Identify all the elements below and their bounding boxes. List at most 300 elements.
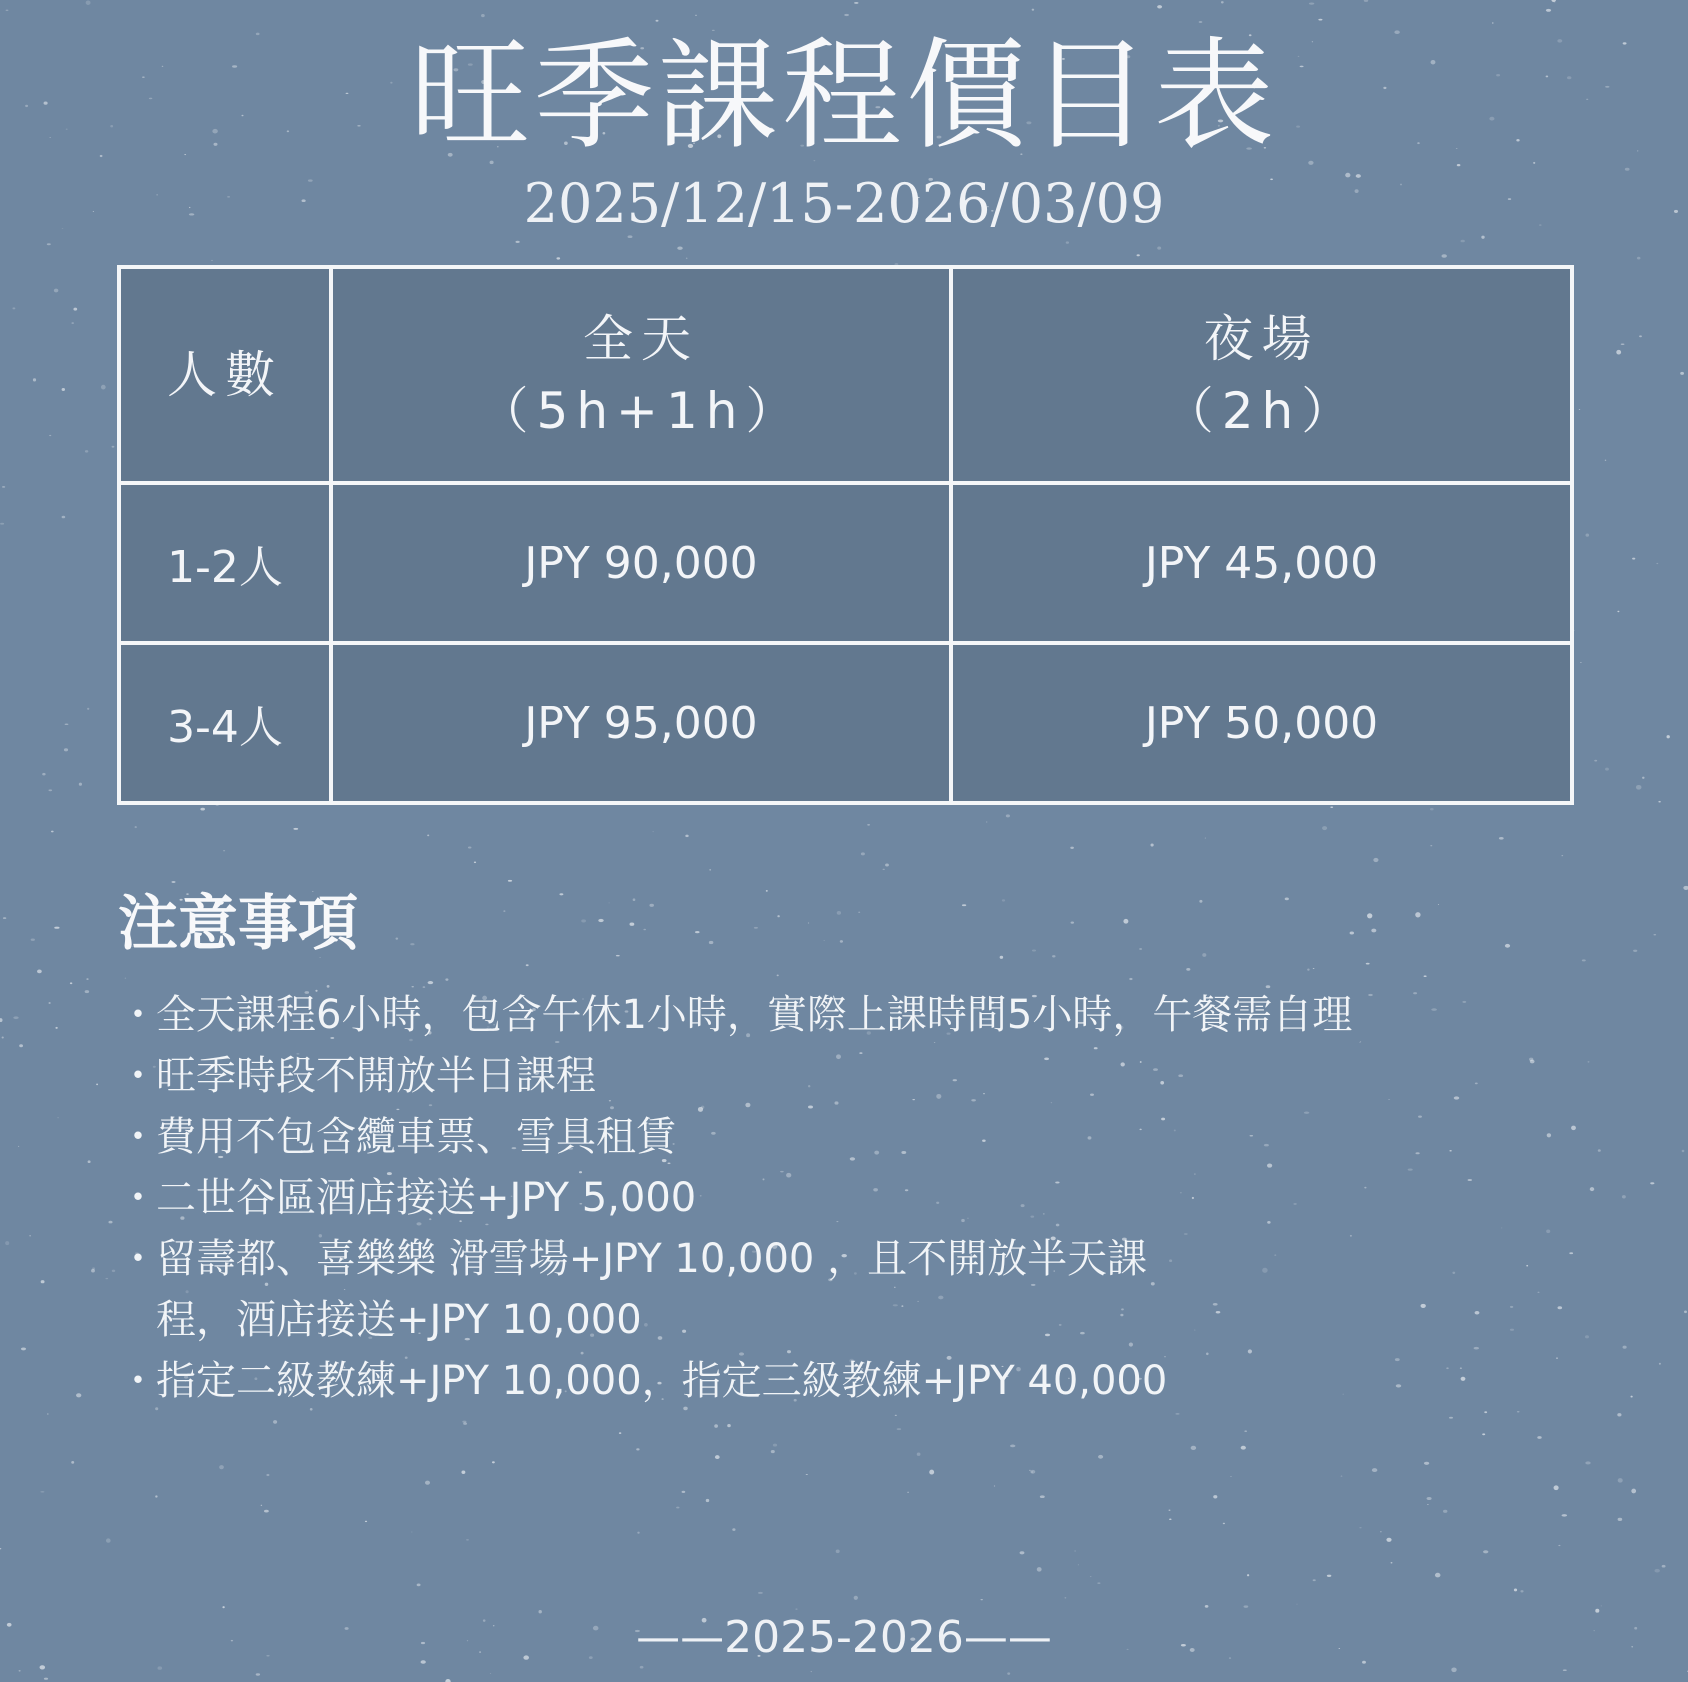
speckle [858, 912, 860, 913]
speckle [1621, 343, 1625, 344]
speckle [86, 979, 88, 980]
speckle [811, 1671, 813, 1672]
speckle [1481, 236, 1484, 239]
header-full-day-label: 全天 [583, 310, 699, 368]
speckle [1551, 0, 1555, 2]
speckle [1322, 826, 1327, 830]
speckle [715, 1455, 720, 1459]
speckle [101, 385, 106, 390]
speckle [1617, 1413, 1621, 1416]
speckle [1618, 1478, 1623, 1483]
bullet-icon: ・ [118, 1175, 158, 1221]
table-header-row [119, 267, 1572, 483]
speckle [1070, 847, 1074, 849]
speckle [1580, 662, 1582, 663]
speckle [71, 1461, 74, 1464]
speckle [1633, 950, 1637, 952]
speckle [1372, 1468, 1377, 1472]
price-table [117, 265, 1574, 805]
speckle [806, 1474, 808, 1475]
speckle [47, 243, 51, 245]
bullet-icon: ・ [118, 992, 158, 1038]
speckle [1449, 1417, 1453, 1419]
speckle [1625, 168, 1630, 171]
speckle [1090, 1576, 1092, 1577]
speckle [1594, 760, 1597, 762]
speckle [85, 990, 89, 993]
speckle [1364, 0, 1368, 2]
cell-full-day-price: JPY 90,000 [331, 483, 951, 643]
speckle [962, 904, 966, 906]
speckle [503, 910, 505, 912]
note-text: 二世谷區酒店接送+JPY 5,000 [156, 1175, 697, 1221]
speckle [256, 1673, 260, 1675]
speckle [135, 826, 137, 828]
speckle [1533, 162, 1535, 164]
speckle [1191, 1446, 1197, 1450]
speckle [619, 1432, 622, 1434]
speckle [1579, 409, 1580, 410]
speckle [1662, 1565, 1666, 1568]
speckle [106, 1538, 111, 1542]
page-title: 旺季課程價目表 [410, 27, 1278, 166]
cell-full-day-price: JPY 95,000 [331, 643, 951, 803]
speckle [1499, 837, 1504, 840]
speckle [837, 911, 841, 915]
speckle [526, 964, 529, 966]
speckle [1205, 838, 1206, 839]
speckle [293, 828, 298, 830]
speckle [1659, 1363, 1661, 1365]
speckle [2, 1037, 4, 1039]
speckle [1000, 956, 1003, 959]
speckle [1318, 19, 1322, 21]
speckle [758, 1592, 763, 1594]
speckle [1639, 335, 1642, 337]
speckle [1129, 978, 1132, 980]
speckle [608, 902, 609, 903]
cell-people: 1-2人 [119, 483, 331, 643]
speckle [1241, 1446, 1246, 1450]
speckle [907, 1492, 909, 1493]
speckle [1371, 929, 1376, 933]
speckle [771, 1450, 775, 1453]
speckle [1460, 240, 1464, 243]
speckle [1427, 1504, 1429, 1505]
speckle [727, 1424, 731, 1427]
speckle [55, 1027, 57, 1029]
speckle [1655, 1569, 1660, 1573]
speckle [1157, 247, 1161, 250]
speckle [427, 835, 429, 837]
speckle [1682, 1150, 1685, 1152]
speckle [461, 1470, 465, 1473]
speckle [1585, 1335, 1589, 1338]
table-row [119, 483, 1572, 643]
speckle [754, 927, 758, 929]
speckle [37, 970, 42, 974]
speckle [19, 1044, 23, 1047]
speckle [91, 1269, 95, 1273]
speckle [709, 869, 711, 870]
speckle [1307, 969, 1309, 971]
speckle [1514, 1588, 1517, 1591]
speckle [71, 322, 74, 323]
speckle [636, 1448, 639, 1450]
speckle [1074, 1550, 1075, 1551]
speckle [732, 1528, 735, 1531]
speckle [1415, 912, 1420, 917]
speckle [1438, 904, 1439, 905]
speckle [1186, 968, 1190, 971]
speckle [41, 1280, 45, 1283]
note-text: 全天課程6小時，包含午休1小時，實際上課時間5小時，午餐需自理 [156, 992, 1353, 1038]
speckle [559, 893, 563, 895]
speckle [695, 15, 696, 16]
speckle [1157, 5, 1162, 8]
speckle [640, 1666, 644, 1669]
speckle [929, 1470, 934, 1475]
footer-years: ——2025-2026—— [636, 1612, 1052, 1663]
speckle [273, 1420, 277, 1424]
speckle [516, 241, 520, 243]
speckle [1380, 1531, 1381, 1532]
speckle [1123, 919, 1128, 924]
speckle [1622, 1195, 1626, 1198]
speckle [630, 923, 635, 926]
speckle [1590, 1187, 1594, 1191]
speckle [1562, 1514, 1568, 1517]
speckle [13, 1016, 18, 1019]
header-night-label: 夜場 [1203, 310, 1320, 368]
speckle [1435, 1573, 1441, 1578]
speckle [1505, 944, 1510, 948]
speckle [468, 846, 472, 848]
speckle [1037, 1567, 1042, 1572]
speckle [1285, 898, 1289, 901]
speckle [1247, 1574, 1249, 1576]
speckle [598, 919, 603, 922]
speckle [917, 1452, 921, 1455]
date-range: 2025/12/15-2026/03/09 [523, 172, 1165, 235]
speckle [882, 869, 884, 870]
speckle [33, 378, 36, 381]
notes-list [118, 985, 1558, 1412]
speckle [808, 923, 809, 924]
notes-title: 注意事項 [118, 889, 358, 959]
speckle [1588, 1061, 1590, 1062]
speckle [1585, 1461, 1590, 1464]
speckle [1683, 886, 1688, 890]
speckle [1032, 9, 1035, 11]
speckle [1213, 1495, 1217, 1498]
speckle [556, 257, 560, 259]
speckle [1098, 1455, 1103, 1459]
speckle [1616, 350, 1621, 355]
speckle [1330, 807, 1333, 808]
speckle [616, 955, 620, 957]
cell-night-price: JPY 45,000 [951, 483, 1572, 643]
speckle [1097, 1582, 1100, 1583]
speckle [1327, 1575, 1331, 1577]
speckle [76, 1393, 81, 1397]
speckle [396, 937, 399, 939]
speckle [1492, 22, 1493, 23]
note-text: 留壽都、喜樂樂 滑雪場+JPY 10,000 ，且不開放半天課程，酒店接送+JPY 10,000 [156, 1236, 1148, 1343]
note-text: 費用不包含纜車票、雪具租賃 [156, 1114, 676, 1160]
speckle [1006, 814, 1010, 817]
speckle [1032, 949, 1036, 951]
speckle [1137, 254, 1140, 256]
note-text: 旺季時段不開放半日課程 [156, 1053, 596, 1099]
speckle [155, 1495, 157, 1497]
speckle [47, 1414, 49, 1415]
speckle [1656, 563, 1658, 564]
list-item [118, 1229, 1558, 1351]
speckle [706, 1499, 709, 1502]
speckle [1443, 1510, 1447, 1513]
speckle [840, 940, 843, 943]
speckle [1199, 21, 1203, 23]
speckle [836, 1549, 840, 1553]
speckle [682, 1491, 686, 1493]
speckle [637, 1532, 639, 1534]
speckle [1618, 1518, 1623, 1521]
speckle [1546, 9, 1551, 12]
speckle [854, 1596, 858, 1600]
speckle [2, 486, 5, 488]
speckle [86, 0, 91, 5]
speckle [1029, 1470, 1031, 1471]
speckle [649, 904, 654, 907]
speckle [222, 1606, 224, 1608]
speckle [1424, 1462, 1429, 1465]
speckle [714, 1424, 718, 1428]
speckle [1373, 858, 1378, 862]
speckle [428, 981, 433, 984]
speckle [823, 940, 824, 941]
speckle [1030, 1470, 1035, 1474]
speckle [994, 1485, 995, 1486]
speckle [652, 831, 654, 832]
speckle [87, 708, 89, 710]
header-night [951, 267, 1572, 483]
speckle [29, 1235, 30, 1236]
speckle [1175, 1413, 1179, 1415]
speckle [73, 308, 77, 311]
speckle [1554, 1485, 1559, 1490]
list-item [118, 1351, 1558, 1412]
speckle [62, 516, 66, 519]
speckle [1637, 257, 1640, 260]
speckle [1441, 254, 1447, 258]
speckle [49, 435, 51, 436]
speckle [18, 1146, 19, 1147]
speckle [1427, 1497, 1432, 1500]
speckle [677, 246, 682, 249]
speckle [861, 852, 865, 855]
speckle [108, 1221, 112, 1224]
speckle [88, 1160, 91, 1163]
speckle [1367, 913, 1372, 918]
speckle [19, 1670, 21, 1672]
header-people: 人數 [119, 267, 331, 483]
speckle [463, 1422, 467, 1425]
speckle [1391, 1562, 1393, 1564]
note-text: 指定二級教練+JPY 10,000，指定三級教練+JPY 40,000 [156, 1358, 1168, 1404]
speckle [1631, 1489, 1636, 1494]
speckle [1451, 1667, 1456, 1672]
speckle [777, 975, 779, 977]
speckle [1052, 955, 1055, 957]
speckle [1650, 1182, 1654, 1184]
speckle [766, 890, 768, 892]
speckle [266, 1474, 269, 1476]
header-night-duration: （2h） [1163, 382, 1360, 440]
speckle [895, 1415, 897, 1416]
speckle [64, 748, 68, 751]
speckle [40, 1491, 44, 1493]
speckle [885, 864, 889, 867]
table-row [119, 643, 1572, 803]
speckle [897, 1428, 901, 1430]
speckle [1571, 1126, 1576, 1131]
bullet-icon: ・ [118, 1053, 158, 1099]
speckle [490, 1673, 491, 1674]
speckle [172, 881, 176, 883]
speckle [42, 773, 45, 776]
speckle [0, 523, 4, 525]
speckle [1586, 533, 1589, 536]
speckle [96, 1084, 98, 1086]
speckle [867, 824, 870, 825]
speckle [1341, 1475, 1343, 1477]
list-item [118, 1168, 1558, 1229]
speckle [445, 978, 448, 980]
speckle [112, 1270, 115, 1272]
speckle [48, 1002, 50, 1003]
speckle [85, 450, 88, 452]
speckle [1482, 1433, 1485, 1435]
speckle [1020, 1551, 1025, 1554]
speckle [219, 1465, 224, 1469]
speckle [1457, 164, 1461, 166]
speckle [1071, 921, 1074, 923]
speckle [656, 20, 659, 22]
speckle [1065, 1597, 1067, 1598]
speckle [1430, 845, 1432, 846]
speckle [980, 1599, 983, 1600]
speckle [1078, 1565, 1079, 1566]
speckle [51, 831, 54, 833]
speckle [1537, 1436, 1541, 1439]
speckle [1563, 1669, 1567, 1671]
speckle [31, 939, 35, 941]
speckle [158, 1666, 163, 1669]
speckle [1680, 372, 1684, 375]
speckle [62, 388, 65, 391]
speckle [1313, 968, 1315, 969]
list-item [118, 1046, 1558, 1107]
speckle [709, 941, 714, 944]
speckle [1221, 1, 1224, 3]
cell-night-price: JPY 50,000 [951, 643, 1572, 803]
speckle [1199, 900, 1202, 903]
cell-people: 3-4人 [119, 643, 331, 803]
speckle [1569, 1252, 1573, 1254]
speckle [1296, 1604, 1298, 1605]
list-item [118, 985, 1558, 1046]
speckle [466, 1539, 469, 1540]
speckle [57, 1117, 59, 1118]
speckle [1202, 953, 1206, 957]
speckle [1139, 948, 1142, 949]
speckle [1309, 2, 1314, 4]
speckle [3, 917, 6, 919]
speckle [112, 446, 115, 448]
speckle [5, 1241, 9, 1245]
speckle [1623, 1346, 1627, 1349]
speckle [1066, 241, 1069, 243]
speckle [48, 789, 52, 791]
bullet-icon: ・ [118, 1114, 158, 1160]
speckle [1230, 1476, 1231, 1477]
speckle [1483, 1550, 1488, 1553]
bullet-icon: ・ [118, 1236, 158, 1282]
speckle [1520, 1590, 1523, 1592]
speckle [643, 929, 646, 931]
speckle [223, 850, 225, 851]
speckle [1605, 460, 1606, 461]
speckle [1605, 768, 1609, 771]
speckle [70, 982, 73, 984]
speckle [462, 1421, 466, 1423]
bullet-icon: ・ [118, 1358, 158, 1404]
header-full-day [331, 267, 951, 483]
speckle [777, 915, 779, 917]
speckle [1010, 1445, 1015, 1448]
speckle [1223, 1523, 1225, 1524]
speckle [1359, 1527, 1361, 1528]
speckle [1636, 785, 1642, 790]
speckle [633, 898, 636, 901]
speckle [676, 1507, 679, 1509]
speckle [1684, 1310, 1687, 1313]
speckle [1617, 611, 1619, 612]
speckle [844, 14, 849, 16]
speckle [1169, 1510, 1171, 1511]
speckle [1667, 735, 1670, 738]
speckle [492, 1461, 495, 1463]
header-full-day-duration: （5h+1h） [478, 382, 804, 440]
speckle [986, 821, 987, 822]
speckle [1558, 1545, 1560, 1546]
speckle [854, 2, 858, 4]
speckle [773, 1444, 777, 1447]
speckle [481, 14, 485, 17]
speckle [1598, 1149, 1601, 1152]
speckle [1350, 932, 1354, 935]
speckle [1561, 855, 1563, 856]
speckle [581, 919, 586, 922]
speckle [474, 862, 476, 864]
speckle [411, 1532, 412, 1533]
speckle [1169, 1519, 1172, 1521]
speckle [1653, 934, 1656, 935]
speckle [365, 1521, 367, 1522]
speckle [264, 1510, 269, 1513]
speckle [1658, 801, 1660, 803]
